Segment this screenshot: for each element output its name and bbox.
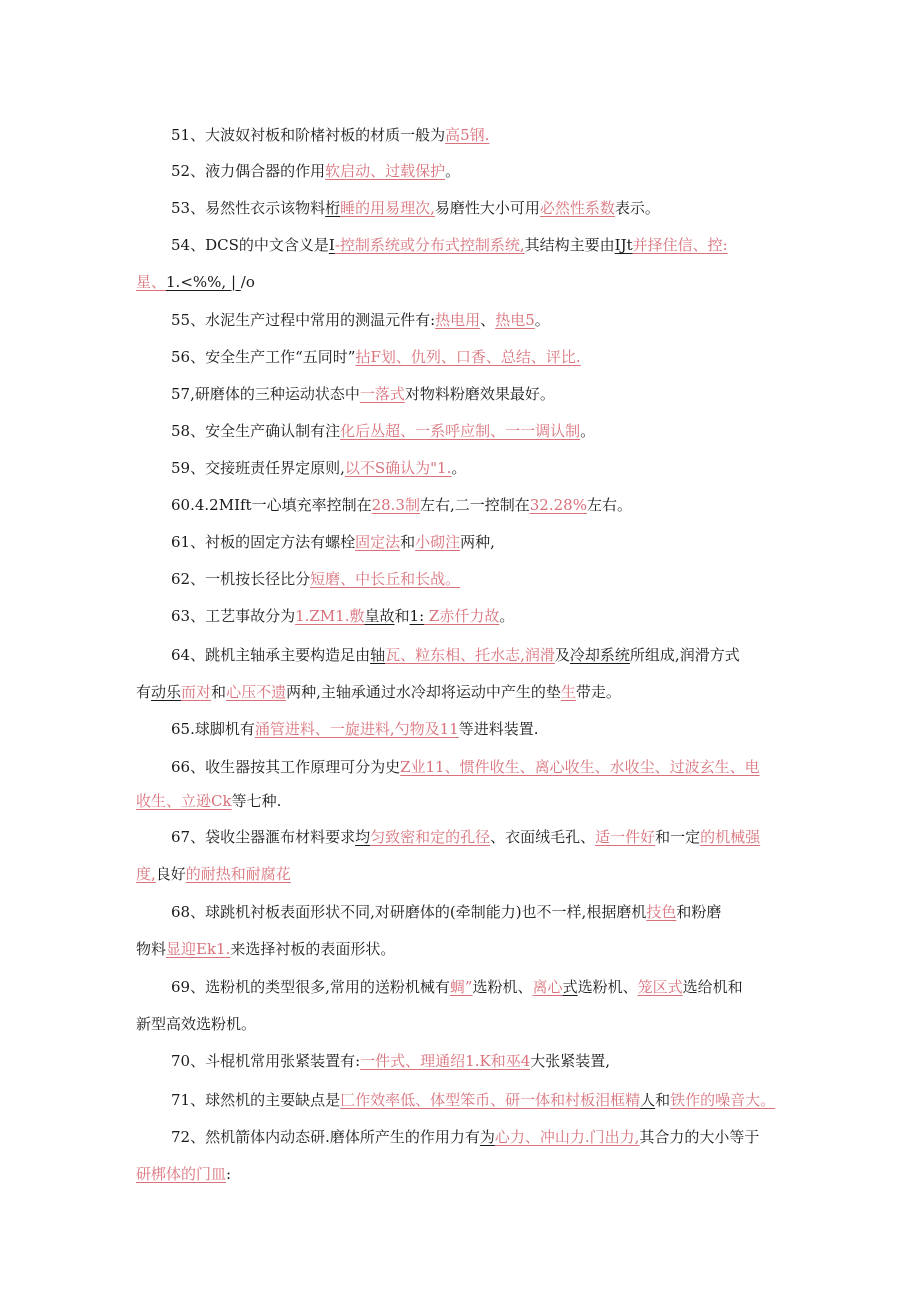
text-line <box>136 1163 231 1185</box>
line-text: 52、液力偶合器的作用 <box>171 162 326 180</box>
line-text: 55、水泥生产过程中常用的测温元件有: <box>171 311 436 329</box>
answer-text: 而对 <box>181 683 212 701</box>
line-text: 物料 <box>136 940 167 958</box>
line-text: 51、大波奴衬板和阶楮衬板的材质一般为 <box>171 126 446 144</box>
text-line <box>136 1013 256 1035</box>
line-text: 。 <box>580 422 596 440</box>
line-text: 63、工艺事故分为 <box>171 607 296 625</box>
answer-text: 软启动、过载保护 <box>325 162 446 180</box>
answer-text: 热电5 <box>495 311 535 329</box>
line-text: 动乐 <box>151 683 182 701</box>
line-text: 冷却系统 <box>569 646 630 664</box>
answer-text: 短磨、中长丘 <box>310 570 401 588</box>
text-line <box>171 309 550 331</box>
line-text: 两种,主轴承通过水冷却将运动中产生的垫 <box>286 683 561 701</box>
answer-text: 笼区式 <box>637 978 683 996</box>
line-text: 。 <box>451 459 467 477</box>
text-line <box>171 383 555 405</box>
answer-text: 高5钢. <box>445 126 490 144</box>
line-text: 53、易然性衣示该物料 <box>171 199 326 217</box>
answer-text: 的耐热和耐腐花 <box>185 865 291 883</box>
line-text: 有 <box>136 683 152 701</box>
line-text: 等七种. <box>231 792 282 810</box>
answer-text: 小砌注 <box>415 533 461 551</box>
line-text: 和一定 <box>655 828 701 846</box>
line-text: 所组成,润滑方式 <box>629 646 740 664</box>
line-text: 选给机和 <box>682 978 743 996</box>
text-line <box>171 346 581 368</box>
answer-text: 必然性系数 <box>539 199 615 217</box>
line-text: IJt <box>614 236 633 254</box>
answer-text: 固定法 <box>355 533 401 551</box>
answer-text: 和长战。 <box>400 570 461 588</box>
line-text: 1.<%%, | <box>166 273 241 291</box>
answer-text: 并择住信、控: <box>632 236 728 254</box>
line-text: 新型高效选粉机。 <box>136 1015 257 1033</box>
line-text: 72、然机箭体内动态研.磨体所产生的作用力有 <box>171 1128 480 1146</box>
line-text: /o <box>240 273 255 291</box>
text-line <box>171 976 743 998</box>
answer-text: 热电用 <box>435 311 481 329</box>
text-line <box>171 420 595 442</box>
line-text: 和粉磨 <box>676 903 722 921</box>
line-text: 66、收生器按其工作原理可分为史 <box>171 758 401 776</box>
answer-text: 心力、冲山力.门出力, <box>494 1128 640 1146</box>
text-line <box>171 1050 610 1072</box>
line-text: 、 <box>480 311 496 329</box>
line-text: 和 <box>655 1091 671 1109</box>
line-text: 均 <box>355 828 371 846</box>
line-text: 60.4.2MIft一心填充率控制在 <box>171 496 372 514</box>
text-line <box>171 457 466 479</box>
answer-text: 睡的用易理次, <box>340 199 435 217</box>
answer-text: 敷 <box>349 607 365 625</box>
line-text: 等进料装置. <box>458 720 539 738</box>
answer-text: 技色 <box>646 903 677 921</box>
answer-text: 一落式 <box>359 385 405 403</box>
line-text: 两种, <box>460 533 495 551</box>
line-text: 为 <box>479 1128 495 1146</box>
text-line <box>171 644 740 666</box>
line-text: 表示。 <box>614 199 660 217</box>
line-text: : <box>226 1165 232 1183</box>
line-text: 57,研磨体的三种运动状态中 <box>171 385 360 403</box>
text-line <box>171 494 632 516</box>
answer-text: 。 <box>760 1091 776 1109</box>
answer-text: 星、 <box>136 273 167 291</box>
answer-text: 蜩” <box>449 978 473 996</box>
text-line <box>171 605 514 627</box>
line-text: 68、球跳机衬板表面形状不同,对研磨体的(牵制能力)也不一样,根据磨机 <box>171 903 647 921</box>
line-text: 良好 <box>155 865 186 883</box>
line-text: 其合力的大小等于 <box>639 1128 760 1146</box>
line-text: 左右。 <box>586 496 632 514</box>
answer-text: 生 <box>560 683 576 701</box>
line-text: 人 <box>640 1091 656 1109</box>
answer-text: 心压不遗 <box>226 683 287 701</box>
text-line <box>136 271 255 293</box>
answer-text: 匀致密和定的孔径 <box>370 828 491 846</box>
answer-text: 、理通绍1.K <box>405 1052 491 1070</box>
line-text: 54、DCS的中文含义是 <box>171 236 329 254</box>
answer-text: Z业11、惯件收生、离心收生、水收尘、过波玄生、电 <box>400 758 760 776</box>
line-text: 62、一机按长径比分 <box>171 570 311 588</box>
answer-text: 适一件好 <box>595 828 656 846</box>
answer-text: 28.3制 <box>371 496 420 514</box>
line-text: 。 <box>445 162 461 180</box>
line-text: 71、球然机的主要缺点是 <box>171 1091 341 1109</box>
line-text: 69、选粉机的类型很多,常用的送粉机械有 <box>171 978 450 996</box>
line-text: 和 <box>211 683 227 701</box>
text-line <box>171 756 760 778</box>
line-text: 。 <box>499 607 515 625</box>
line-text: 轴 <box>370 646 386 664</box>
line-text: 67、袋收尘器滙布材料要求 <box>171 828 356 846</box>
line-text: 61、衬板的固定方法有螺栓 <box>171 533 356 551</box>
text-line <box>171 124 489 146</box>
line-text: 选粉机、 <box>577 978 638 996</box>
answer-text: 匚作效率低、体型笨币、研一体和村板泪框精 <box>340 1091 641 1109</box>
line-text: 来选择衬板的表面形状。 <box>230 940 396 958</box>
line-text: 大张紧装置, <box>530 1052 611 1070</box>
line-text: 桁 <box>325 199 341 217</box>
line-text: 易磨性大小可用 <box>434 199 540 217</box>
text-line <box>171 234 728 256</box>
answer-text: 收生、立逊Ck <box>136 792 232 810</box>
answer-text: 以不S确认为"1. <box>344 459 452 477</box>
text-line <box>136 790 281 812</box>
answer-text: 的机械强 <box>700 828 761 846</box>
answer-text: 度, <box>136 865 156 883</box>
answer-text: Z赤仟力故 <box>424 607 500 625</box>
line-text: 选粉机、 <box>472 978 533 996</box>
answer-text: 离心 <box>532 978 563 996</box>
text-line <box>171 718 539 740</box>
answer-text: 涌管进料、一旋进料, <box>254 720 395 738</box>
line-text: 。 <box>534 311 550 329</box>
line-text: 58、安全生产确认制有注 <box>171 422 341 440</box>
line-text: 56、安全生产工作“五同时” <box>171 348 356 366</box>
answer-text: 32.28% <box>529 496 587 514</box>
line-text: 其结构主要由 <box>524 236 615 254</box>
answer-text: 铁作的噪音大 <box>670 1091 761 1109</box>
line-text: 、衣面绒毛孔、 <box>490 828 596 846</box>
line-text: 皇故 <box>364 607 395 625</box>
line-text: 带走。 <box>575 683 621 701</box>
text-line <box>136 938 395 960</box>
text-line <box>171 197 660 219</box>
text-line <box>171 160 460 182</box>
line-text: 左右,二一控制在 <box>419 496 530 514</box>
line-text: 65.球脚机有 <box>171 720 255 738</box>
answer-text: 一件式 <box>360 1052 406 1070</box>
line-text: 及 <box>554 646 570 664</box>
line-text: 1: <box>409 607 425 625</box>
line-text: I <box>328 236 335 254</box>
text-line <box>171 901 721 923</box>
line-text: 和 <box>400 533 416 551</box>
text-line <box>136 681 621 703</box>
answer-text: 瓦、粒东相、托水志,润滑 <box>385 646 555 664</box>
answer-text: 1.ZM1. <box>295 607 350 625</box>
text-line <box>171 531 495 553</box>
answer-text: -控制系统或分布式控制系统, <box>334 236 525 254</box>
line-text: 64、跳机主轴承主要构造足由 <box>171 646 371 664</box>
answer-text: 研梆体的门皿 <box>136 1165 227 1183</box>
answer-text: 拈F划、仇列、口香、总结、评比. <box>355 348 581 366</box>
answer-text: 勺物及11 <box>394 720 459 738</box>
line-text: 式 <box>562 978 578 996</box>
answer-text: 和巫4 <box>490 1052 531 1070</box>
answer-text: 化后丛超、一系呼应制、一一调认制 <box>340 422 581 440</box>
line-text: 70、斗棍机常用张紧装置有: <box>171 1052 361 1070</box>
answer-text: 显迎Ek1. <box>166 940 231 958</box>
text-line <box>171 1089 775 1111</box>
text-line <box>171 826 760 848</box>
line-text: 和 <box>394 607 410 625</box>
text-line <box>171 568 460 590</box>
text-line <box>136 863 291 885</box>
text-line <box>171 1126 759 1148</box>
line-text: 对物料粉磨效果最好。 <box>404 385 555 403</box>
line-text: 59、交接班责任界定原则, <box>171 459 345 477</box>
